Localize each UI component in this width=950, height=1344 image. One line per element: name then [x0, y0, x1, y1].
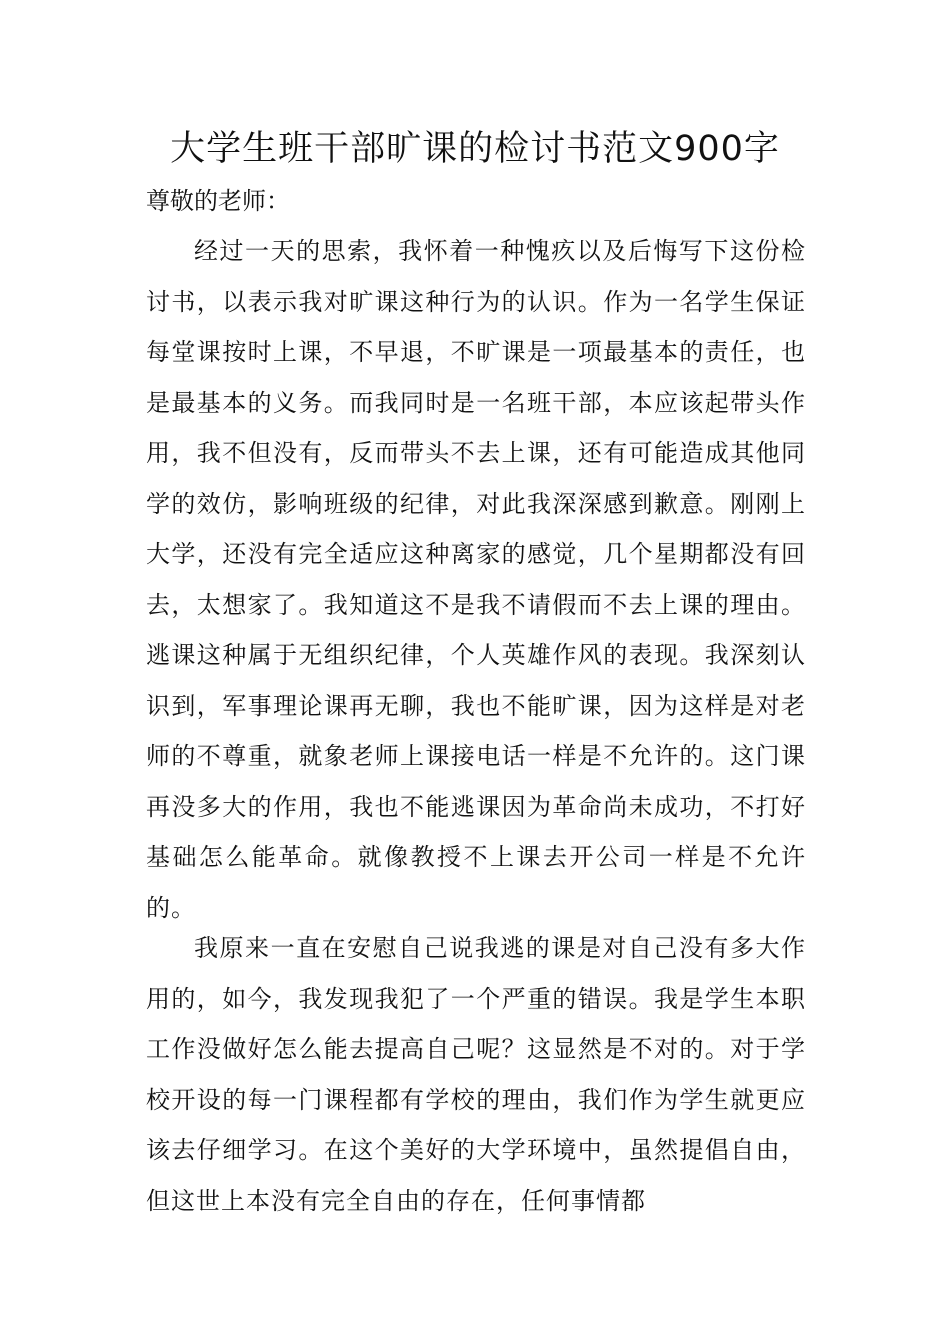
body-paragraph-2: 我原来一直在安慰自己说我逃的课是对自己没有多大作用的，如今，我发现我犯了一个严重的错误。我是学生本职工作没做好怎么能去提高自己呢？这显然是不对的。对于学校开设的每一门课程都有学校的理由，我们作为学生就更应该去仔细学习。在这个美好的大学环境中，虽然提倡自由，但这世上本没有完全自由的存在，任何事情都	[146, 934, 806, 1215]
document-title: 大学生班干部旷课的检讨书范文900字	[170, 129, 780, 169]
salutation: 尊敬的老师：	[146, 187, 290, 215]
body-paragraph-1: 经过一天的思索，我怀着一种愧疚以及后悔写下这份检讨书，以表示我对旷课这种行为的认识。作为一名学生保证每堂课按时上课，不早退，不旷课是一项最基本的责任，也是最基本的义务。而我同时是一名班干部，本应该起带头作用，我不但没有，反而带头不去上课，还有可能造成其他同学的效仿，影响班级的纪律，对此我深深感到歉意。刚刚上大学，还没有完全适应这种离家的感觉，几个星期都没有回去，太想家了。我知道这不是我不请假而不去上课的理由。逃课这种属于无组织纪律，个人英雄作风的表现。我深刻认识到，军事理论课再无聊，我也不能旷课，因为这样是对老师的不尊重，就象老师上课接电话一样是不允许的。这门课再没多大的作用，我也不能逃课因为革命尚未成功，不打好基础怎么能革命。就像教授不上课去开公司一样是不允许的。	[146, 237, 806, 922]
